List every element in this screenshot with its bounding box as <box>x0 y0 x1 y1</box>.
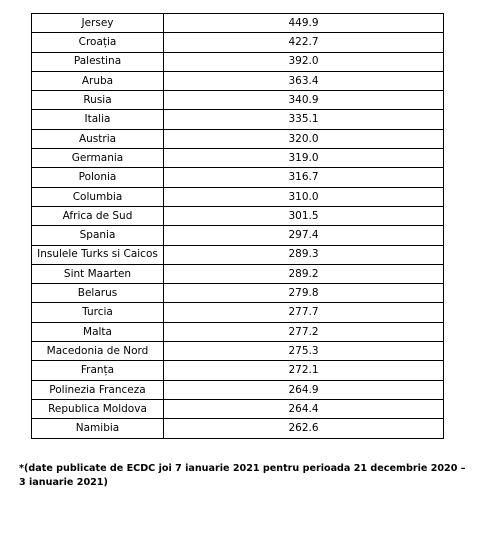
country-cell: Palestina <box>32 52 164 71</box>
value-cell: 316.7 <box>164 168 444 187</box>
table-row <box>32 168 444 187</box>
country-cell: Italia <box>32 110 164 129</box>
value-cell: 264.4 <box>164 399 444 418</box>
value-cell: 289.2 <box>164 264 444 283</box>
value-cell: 272.1 <box>164 361 444 380</box>
value-cell: 422.7 <box>164 33 444 52</box>
table-row <box>32 342 444 361</box>
country-cell: Rusia <box>32 91 164 110</box>
country-cell: Polinezia Franceza <box>32 380 164 399</box>
table-row <box>32 419 444 438</box>
value-cell: 301.5 <box>164 206 444 225</box>
country-cell: Africa de Sud <box>32 206 164 225</box>
table-row <box>32 284 444 303</box>
value-cell: 319.0 <box>164 149 444 168</box>
country-cell: Austria <box>32 129 164 148</box>
table-row <box>32 91 444 110</box>
country-cell: Jersey <box>32 14 164 33</box>
value-cell: 297.4 <box>164 226 444 245</box>
value-cell: 279.8 <box>164 284 444 303</box>
table-row <box>32 206 444 225</box>
value-cell: 392.0 <box>164 52 444 71</box>
value-cell: 275.3 <box>164 342 444 361</box>
table-row <box>32 380 444 399</box>
value-cell: 320.0 <box>164 129 444 148</box>
country-cell: Turcia <box>32 303 164 322</box>
table-row <box>32 264 444 283</box>
country-cell: Belarus <box>32 284 164 303</box>
country-cell: Franța <box>32 361 164 380</box>
incidence-table-container <box>31 13 441 439</box>
table-row <box>32 129 444 148</box>
table-row <box>32 226 444 245</box>
country-cell: Spania <box>32 226 164 245</box>
value-cell: 449.9 <box>164 14 444 33</box>
footnote: *(date publicate de ECDC joi 7 ianuarie 2021 pentru perioada 21 decembrie 2020 – 3 ianuarie 2021) <box>19 463 466 488</box>
value-cell: 310.0 <box>164 187 444 206</box>
country-cell: Polonia <box>32 168 164 187</box>
country-cell: Macedonia de Nord <box>32 342 164 361</box>
table-row <box>32 303 444 322</box>
table-row <box>32 110 444 129</box>
table-row <box>32 149 444 168</box>
value-cell: 289.3 <box>164 245 444 264</box>
table-row <box>32 14 444 33</box>
value-cell: 277.7 <box>164 303 444 322</box>
country-cell: Namibia <box>32 419 164 438</box>
value-cell: 262.6 <box>164 419 444 438</box>
incidence-table-body <box>32 14 444 439</box>
table-row <box>32 245 444 264</box>
country-cell: Malta <box>32 322 164 341</box>
value-cell: 277.2 <box>164 322 444 341</box>
country-cell: Columbia <box>32 187 164 206</box>
table-row <box>32 187 444 206</box>
value-cell: 335.1 <box>164 110 444 129</box>
table-row <box>32 322 444 341</box>
table-row <box>32 33 444 52</box>
value-cell: 340.9 <box>164 91 444 110</box>
value-cell: 363.4 <box>164 71 444 90</box>
value-cell: 264.9 <box>164 380 444 399</box>
incidence-table <box>31 13 444 439</box>
table-row <box>32 361 444 380</box>
country-cell: Insulele Turks si Caicos <box>32 245 164 264</box>
country-cell: Sint Maarten <box>32 264 164 283</box>
country-cell: Aruba <box>32 71 164 90</box>
table-row <box>32 71 444 90</box>
country-cell: Germania <box>32 149 164 168</box>
table-row <box>32 52 444 71</box>
country-cell: Croația <box>32 33 164 52</box>
table-row <box>32 399 444 418</box>
country-cell: Republica Moldova <box>32 399 164 418</box>
